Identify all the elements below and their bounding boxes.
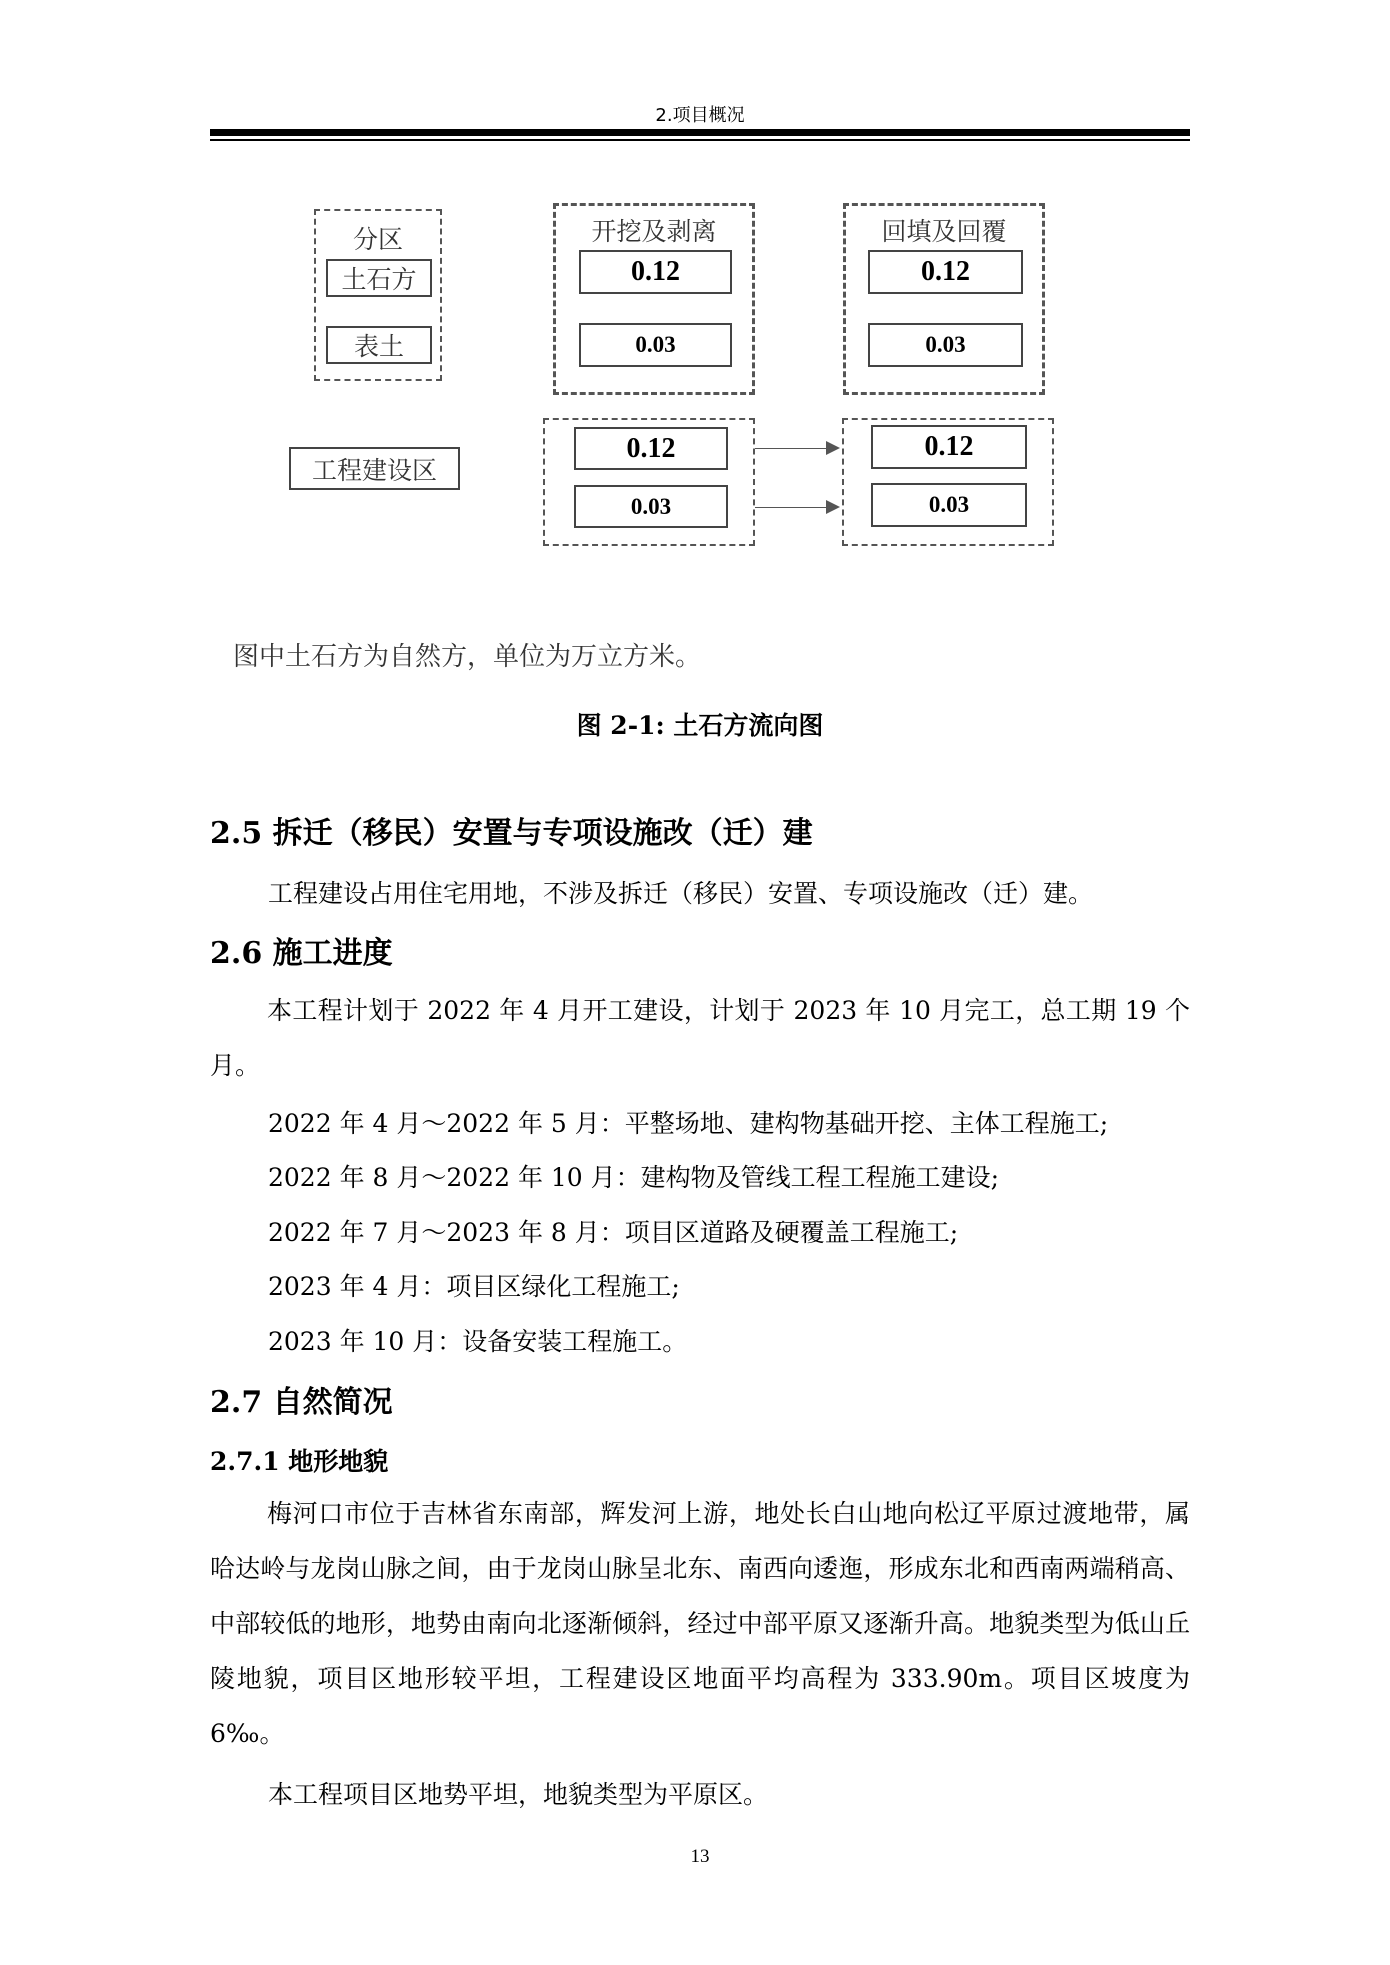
legend-topsoil-label: 表土 [353, 332, 404, 361]
excavation-earth-value: 0.12 [631, 256, 680, 287]
earthwork-flow-diagram [0, 0, 1390, 600]
page-number: 13 [690, 1846, 710, 1867]
project-zone-label: 工程建设区 [311, 455, 437, 485]
schedule-item: 2022 年 7 月～2023 年 8 月：项目区道路及硬覆盖工程施工; [268, 1218, 959, 1247]
schedule-item: 2023 年 10 月：设备安装工程施工。 [268, 1327, 688, 1356]
project-zone-box [289, 447, 460, 490]
backfill-header: 回填及回覆 [881, 217, 1007, 246]
legend-topsoil-box [326, 326, 432, 364]
schedule-intro: 本工程计划于 2022 年 4 月开工建设，计划于 2023 年 10 月完工，总工期 19 个月。 [210, 996, 1190, 1080]
zone-excavation-topsoil-value: 0.03 [630, 493, 672, 519]
figure-note: 图中土石方为自然方，单位为万立方米。 [233, 642, 702, 672]
backfill-topsoil-box [868, 323, 1023, 367]
excavation-earth-box [579, 250, 732, 294]
legend-zone-header: 分区 [352, 225, 403, 254]
excavation-topsoil-value: 0.03 [635, 332, 676, 357]
flow-arrow-earth-line [755, 448, 829, 449]
flow-arrow-topsoil-line [755, 507, 829, 508]
zone-excavation-earth-box [574, 427, 728, 470]
backfill-topsoil-value: 0.03 [925, 332, 966, 357]
flow-arrow-earth-head [826, 441, 840, 455]
zone-excavation-earth-value: 0.12 [626, 432, 676, 464]
terrain-paragraph: 梅河口市位于吉林省东南部，辉发河上游，地处长白山地向松辽平原过渡地带，属哈达岭与龙岗山脉之间，由于龙岗山脉呈北东、南西向逶迤，形成东北和西南两端稍高、中部较低的地形，地势由南向北逐渐倾斜，经过中部平原又逐渐升高。地貌类型为低山丘陵地貌，项目区地形较平坦，工程建设区地面平均高程为 333.90m。项目区坡度为 6‰。 [210, 1499, 1190, 1748]
zone-backfill-earth-value: 0.12 [924, 431, 974, 462]
section-2-7-heading: 2.7 自然简况 [210, 1385, 393, 1420]
section-2-5-heading: 2.5 拆迁（移民）安置与专项设施改（迁）建 [210, 816, 813, 851]
zone-excavation-topsoil-box [574, 485, 728, 528]
section-2-6-body [210, 983, 1190, 1093]
section-2-7-1-heading: 2.7.1 地形地貌 [210, 1447, 389, 1476]
zone-backfill-topsoil-box [871, 483, 1027, 527]
backfill-earth-box [868, 250, 1023, 294]
zone-backfill-topsoil-value: 0.03 [928, 492, 970, 517]
section-2-5-body: 工程建设占用住宅用地，不涉及拆迁（移民）安置、专项设施改（迁）建。 [268, 879, 1094, 908]
excavation-topsoil-box [579, 323, 732, 367]
schedule-item: 2023 年 4 月：项目区绿化工程施工; [268, 1272, 680, 1301]
terrain-summary: 本工程项目区地势平坦，地貌类型为平原区。 [268, 1780, 769, 1809]
schedule-item: 2022 年 4 月～2022 年 5 月：平整场地、建构物基础开挖、主体工程施工; [268, 1109, 1109, 1138]
section-2-6-heading: 2.6 施工进度 [210, 936, 393, 971]
section-2-7-1-body [210, 1486, 1190, 1761]
backfill-earth-value: 0.12 [921, 256, 970, 287]
flow-arrow-topsoil-head [826, 500, 840, 514]
schedule-item: 2022 年 8 月～2022 年 10 月：建构物及管线工程工程施工建设; [268, 1163, 1000, 1192]
legend-earth-box [326, 259, 432, 297]
excavation-header: 开挖及剥离 [591, 217, 717, 246]
zone-backfill-earth-box [871, 425, 1027, 469]
running-header: 2.项目概况 [655, 105, 745, 126]
figure-caption: 图 2-1: 土石方流向图 [576, 711, 824, 740]
legend-earth-label: 土石方 [341, 265, 417, 294]
